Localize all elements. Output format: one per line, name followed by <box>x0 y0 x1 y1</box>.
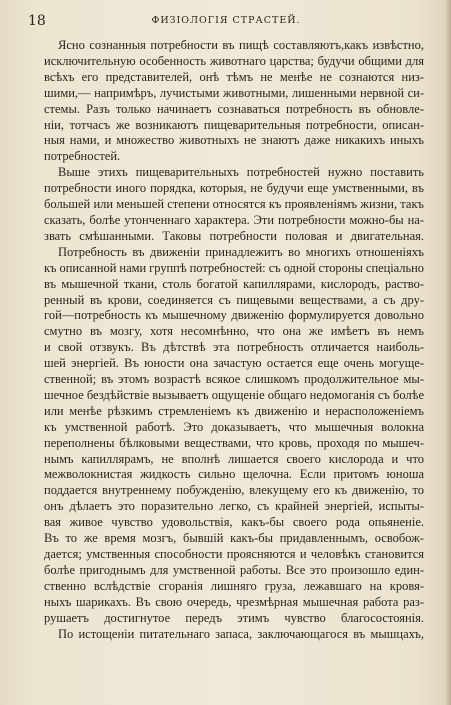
text-line: По истощеніи питательнаго запаса, заключающагося въ мышцахъ, <box>58 626 424 641</box>
text-line: потребности иного порядка, которыя, не будучи еще умственными, въ <box>44 181 424 196</box>
text-line: переполнены бѣлковыми веществами, что кровь, проходя по мышеч- <box>44 435 424 450</box>
text-line: шей энергіей. Въ юности она зачастую остается еще очень могуще- <box>44 356 424 371</box>
paragraph <box>44 38 424 165</box>
paragraph <box>44 245 424 627</box>
text-line: шими,— напримѣръ, лучистыми животными, лишенными нервной си- <box>44 85 424 100</box>
text-line: онъ дѣлаетъ это поразительно легко, съ крайней энергіей, испыты- <box>44 499 424 514</box>
page-header <box>28 12 424 30</box>
text-line: стемы. Разъ только начинаетъ сознаваться потребность въ обновле- <box>44 101 424 116</box>
text-line: Потребность въ движеніи принадлежитъ во многихъ отношеніяхъ <box>58 244 424 259</box>
paragraph <box>44 165 424 245</box>
text-line: Выше этихъ пищеварительныхъ потребностей нужно поставить <box>58 165 424 180</box>
text-line: къ умственной работѣ. Это доказываетъ, что мышечныя волокна <box>44 419 424 434</box>
text-line: всѣхъ его представителей, онѣ тѣмъ не менѣе не сознаются низ- <box>44 69 424 84</box>
text-line: нымъ капиллярамъ, не вполнѣ лишается своего кислорода и что <box>44 451 424 466</box>
text-line: большей или меньшей степени относятся къ проявленіямъ жизни, такъ <box>44 197 424 212</box>
text-line: поддается внутреннему побужденію, влекущему его къ движенію, то <box>44 483 424 498</box>
text-line: болѣе пригоднымъ для умственной работы. Все это произошло един- <box>44 562 424 577</box>
page-number: 18 <box>28 13 46 29</box>
text-line: рушаетъ достигнутое передъ этимъ чувство благосостоянія. <box>44 610 424 625</box>
running-title: ФИЗІОЛОГІЯ СТРАСТЕЙ. <box>151 15 301 26</box>
text-line: ныя нами, и множество животныхъ не знаютъ даже никакихъ иныхъ <box>44 133 424 148</box>
text-line: сказать, болѣе утонченнаго характера. Эти потребности можно-бы на- <box>44 212 424 227</box>
text-line: Въ то же время мозгъ, бывшій какъ-бы придавленнымъ, освобож- <box>44 531 424 546</box>
text-line: ственно вслѣдствіе сгоранія лишняго груза, лежавшаго на кровя- <box>44 578 424 593</box>
text-line: вая живое чувство удовольствія, какъ-бы своего рода опьяненіе. <box>44 515 424 530</box>
text-line: и свой отзвукъ. Въ дѣтствѣ эта потребность отличается наиболь- <box>44 340 424 355</box>
text-line: гой—потребность къ мышечному движенію формулируется довольно <box>44 308 424 323</box>
text-line: ренный въ крови, соединяется съ пищевыми веществами, а съ дру- <box>44 292 424 307</box>
text-line: или менѣе рѣзкимъ стремленіемъ къ движенію и нерасположеніемъ <box>44 403 424 418</box>
text-line: ныхъ шарикахъ. Въ свою очередь, чрезмѣрная мышечная работа раз- <box>44 594 424 609</box>
text-line: ніи, тотчасъ же возникаютъ пищеварительныя потребности, описан- <box>44 117 424 132</box>
page-edge-shadow <box>445 0 451 705</box>
text-line: шечное бездѣйствіе вызываетъ ощущеніе общаго недомоганія съ болѣе <box>44 387 424 402</box>
body-text <box>44 38 424 642</box>
text-line: смутно въ мозгу, хотя несомнѣнно, что она же имѣетъ въ немъ <box>44 324 424 339</box>
text-line: въ мышечной ткани, столь богатой капиллярами, кислородъ, раство- <box>44 276 424 291</box>
paragraph <box>44 627 424 643</box>
text-line: межволокнистая жидкость сильно щелочна. Если притомъ юноша <box>44 467 424 482</box>
text-line: Ясно сознанныя потребности въ пищѣ составляютъ,какъ извѣстно, <box>58 38 424 52</box>
text-line: исключительную особенность животнаго царства; будучи общими для <box>44 53 424 68</box>
text-line: дается; умственныя способности проясняются и человѣкъ становится <box>44 547 424 561</box>
text-line: звать смѣшанными. Таковы потребности половая и двигательная. <box>44 228 424 243</box>
text-line: ственной; въ этомъ возрастѣ всякое слишкомъ продолжительное мы- <box>44 372 424 387</box>
text-line: потребностей. <box>44 149 121 164</box>
text-line: къ описанной нами группѣ потребностей: съ одной стороны спеціально <box>44 260 424 275</box>
